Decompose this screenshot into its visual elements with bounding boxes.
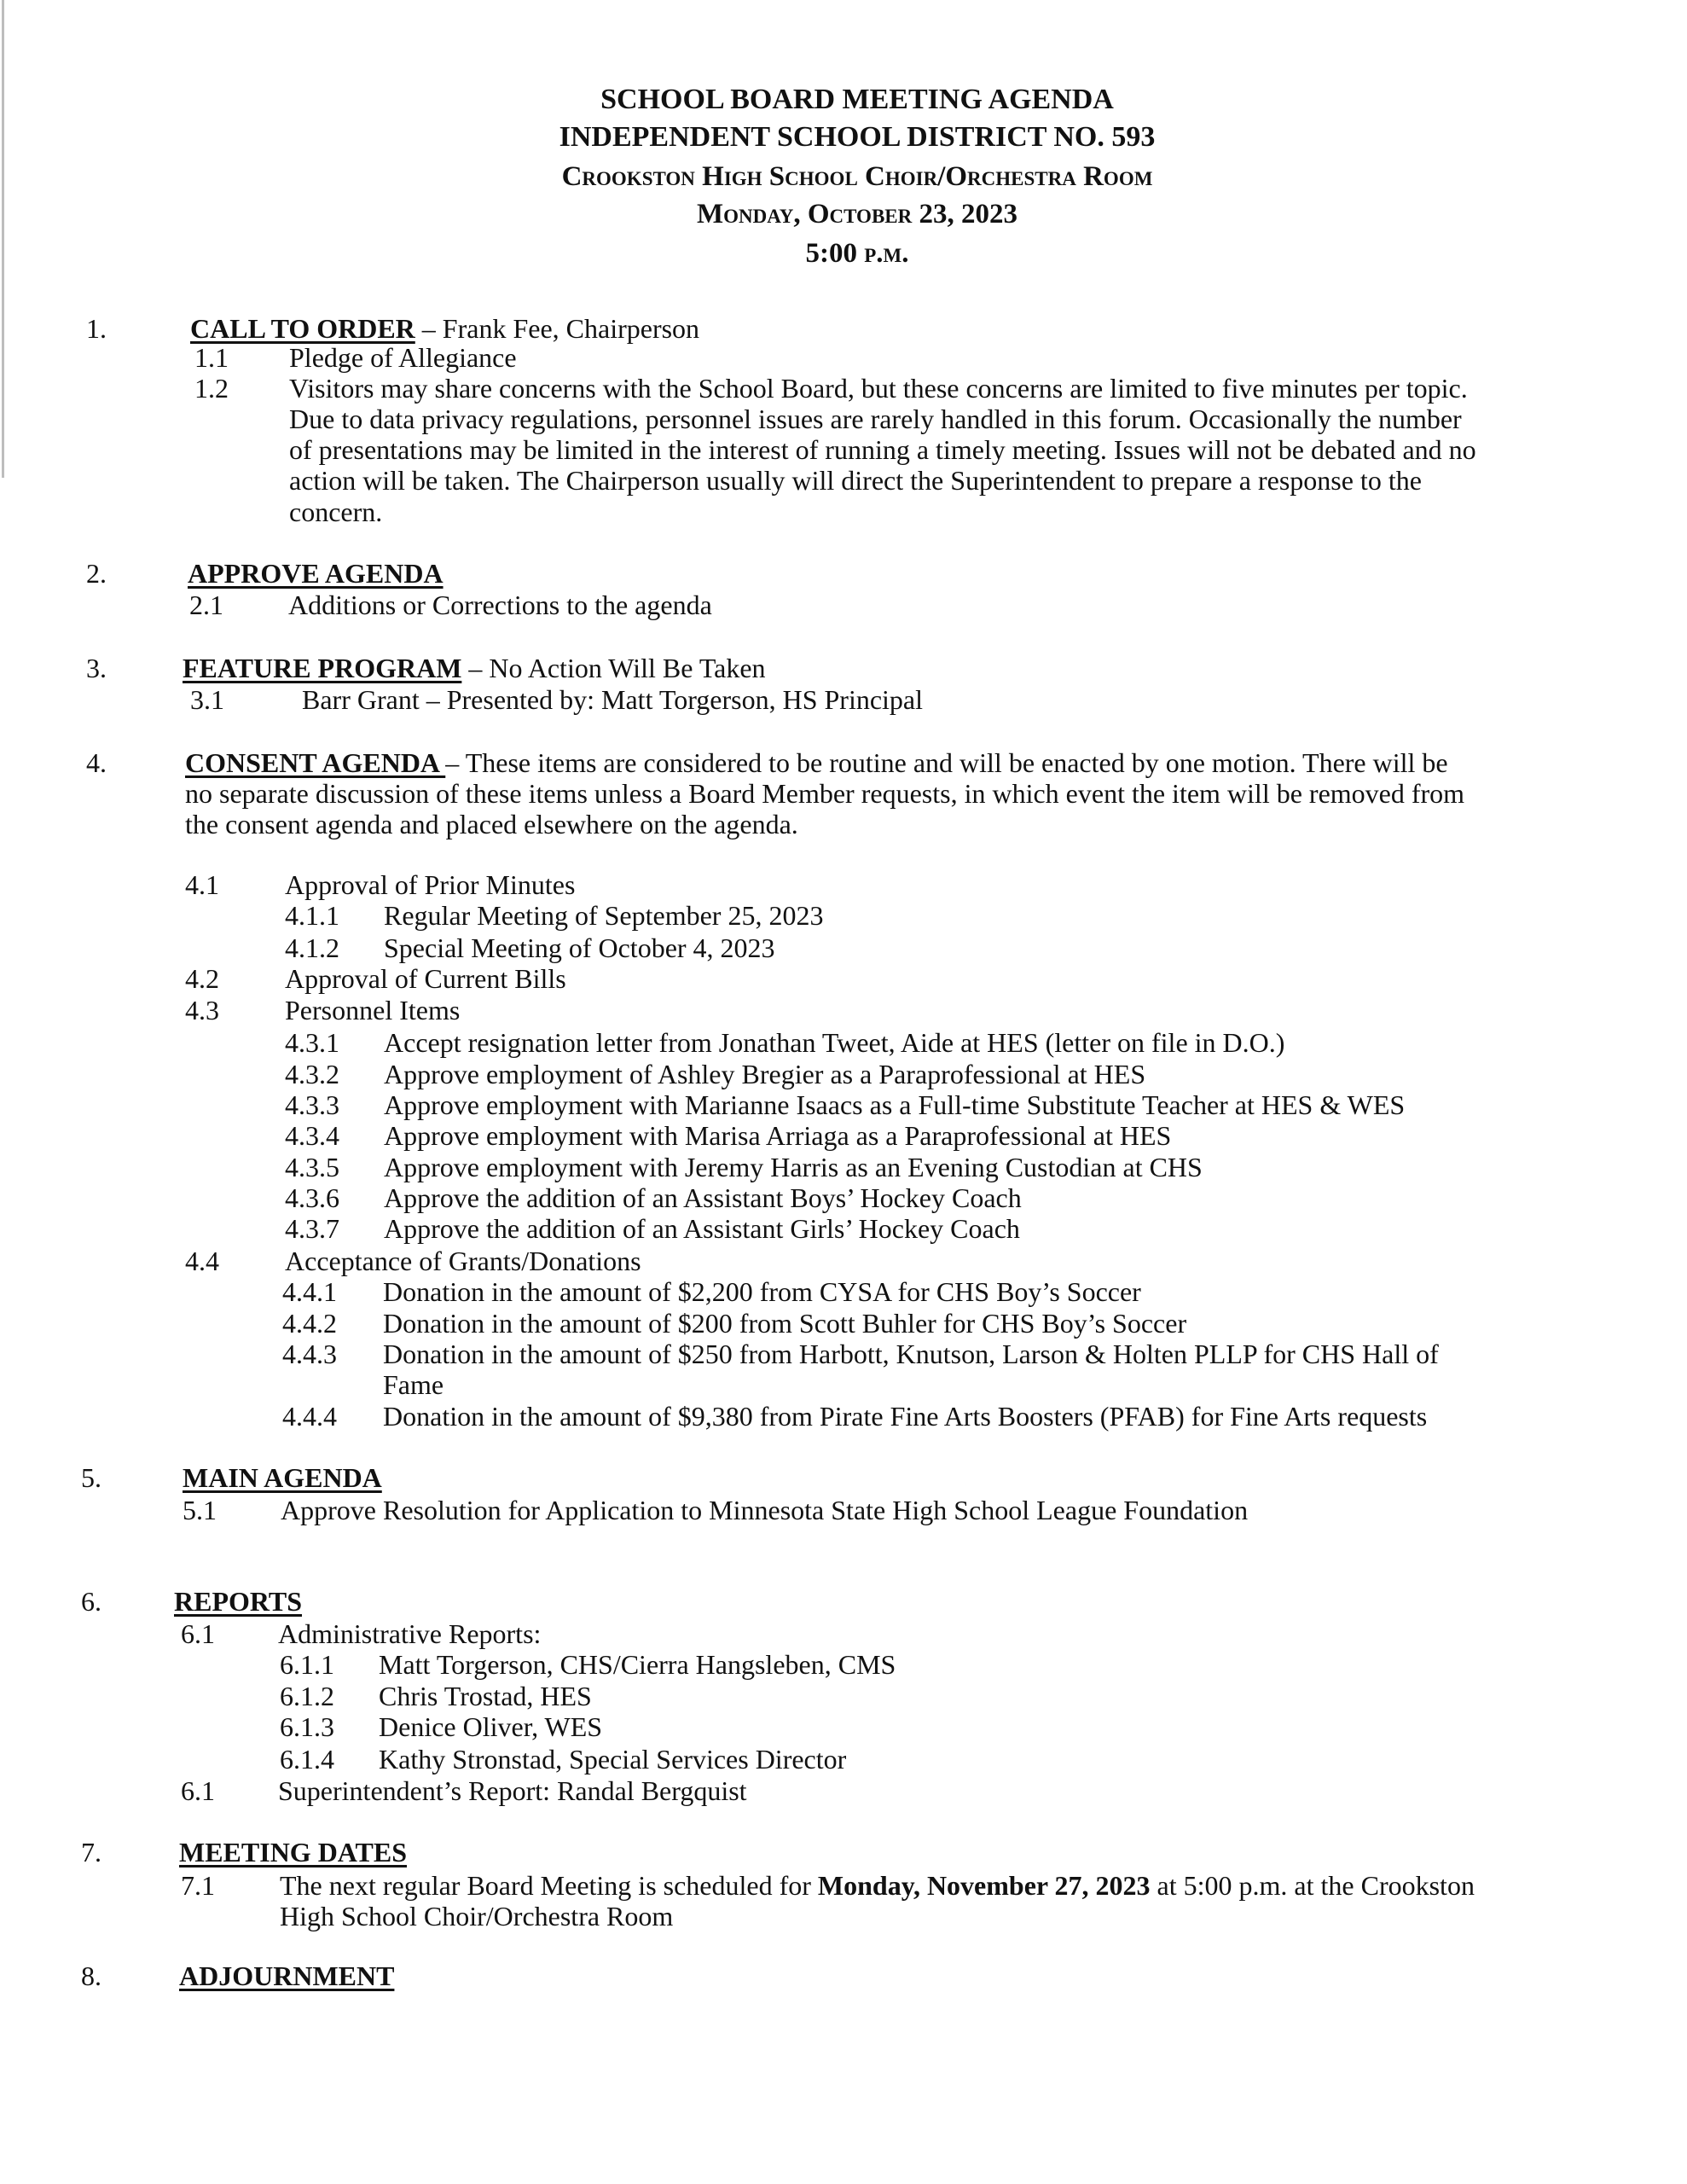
item-text: Approval of Prior Minutes (285, 869, 576, 900)
item-text: Approve Resolution for Application to Minnesota State High School League Foundation (281, 1495, 1249, 1525)
subitem-number: 6.1.1 (280, 1649, 334, 1680)
section-heading: MAIN AGENDA (183, 1462, 382, 1493)
item-text: Approval of Current Bills (285, 963, 566, 994)
section-heading: APPROVE AGENDA (188, 558, 443, 589)
subitem-number: 4.3.2 (285, 1059, 339, 1089)
item-text-line: of presentations may be limited in the interest of running a timely meeting. Issues will not be debated and no (289, 434, 1476, 465)
section-heading: MEETING DATES (179, 1837, 408, 1867)
subitem-number: 4.1.2 (285, 932, 339, 963)
subitem-number: 4.4.4 (282, 1401, 337, 1432)
section-number: 7. (81, 1837, 101, 1867)
item-number: 6.1 (181, 1618, 215, 1649)
item-number: 5.1 (183, 1495, 217, 1525)
subitem-text: Approve employment of Ashley Bregier as a Paraprofessional at HES (384, 1059, 1146, 1089)
subitem-number: 4.3.4 (285, 1120, 339, 1151)
subitem-text: Regular Meeting of September 25, 2023 (384, 900, 824, 931)
item-number: 1.2 (194, 373, 229, 404)
item-number: 4.4 (185, 1246, 219, 1276)
item-number: 4.2 (185, 963, 219, 994)
subitem-number: 4.3.3 (285, 1089, 339, 1120)
subitem-number: 4.3.6 (285, 1182, 339, 1213)
item-text: Acceptance of Grants/Donations (285, 1246, 641, 1276)
subitem-text: Approve employment with Marianne Isaacs as a Full-time Substitute Teacher at HES & WES (384, 1089, 1406, 1120)
item-text: Barr Grant – Presented by: Matt Torgerson, HS Principal (302, 684, 924, 715)
meeting-location: Crookston High School Choir/Orchestra Room (561, 161, 1153, 192)
section-heading: FEATURE PROGRAM (183, 653, 462, 683)
subitem-number: 6.1.3 (280, 1711, 334, 1742)
item-text-line: Due to data privacy regulations, personnel issues are rarely handled in this forum. Occasionally the number (289, 404, 1462, 434)
subitem-number: 4.4.3 (282, 1339, 337, 1369)
subitem-text: Accept resignation letter from Jonathan Tweet, Aide at HES (letter on file in D.O.) (384, 1027, 1285, 1058)
section-number: 1. (86, 313, 107, 344)
subitem-text: Approve employment with Marisa Arriaga as a Paraprofessional at HES (384, 1120, 1172, 1151)
section-number: 5. (81, 1462, 101, 1493)
section-heading-tail: – These items are considered to be routine and will be enacted by one motion. There will be (445, 747, 1448, 778)
section-number: 4. (86, 747, 107, 778)
item-number: 6.1 (181, 1775, 215, 1806)
item-number: 1.1 (194, 342, 229, 373)
subitem-number: 6.1.2 (280, 1681, 334, 1711)
item-text: Administrative Reports: (278, 1618, 542, 1649)
subitem-text: Matt Torgerson, CHS/Cierra Hangsleben, CMS (379, 1649, 896, 1680)
section-feature-program (183, 653, 766, 683)
text-post: at 5:00 p.m. at the Crookston (1150, 1870, 1475, 1901)
subitem-text: Special Meeting of October 4, 2023 (384, 932, 775, 963)
section-number: 8. (81, 1960, 101, 1991)
subitem-text: Kathy Stronstad, Special Services Director (379, 1744, 847, 1774)
doc-title: SCHOOL BOARD MEETING AGENDA (600, 84, 1114, 115)
subitem-text: Chris Trostad, HES (379, 1681, 592, 1711)
subitem-number: 6.1.4 (280, 1744, 334, 1774)
next-meeting-date: Monday, November 27, 2023 (817, 1870, 1151, 1901)
section-number: 2. (86, 558, 107, 589)
subitem-text: Approve the addition of an Assistant Boys’ Hockey Coach (384, 1182, 1022, 1213)
next-meeting-text (280, 1870, 1475, 1901)
district-name: INDEPENDENT SCHOOL DISTRICT NO. 593 (559, 121, 1156, 153)
section-heading: ADJOURNMENT (179, 1960, 395, 1991)
subitem-text: Donation in the amount of $9,380 from Pirate Fine Arts Boosters (PFAB) for Fine Arts requests (383, 1401, 1428, 1432)
section-consent-agenda (185, 747, 1448, 778)
section-heading-tail: – Frank Fee, Chairperson (415, 313, 700, 344)
subitem-text-continued: Fame (383, 1369, 444, 1400)
item-number: 2.1 (189, 590, 223, 620)
subitem-number: 4.3.1 (285, 1027, 339, 1058)
section-text-line: the consent agenda and placed elsewhere on the agenda. (185, 809, 798, 839)
item-text: Pledge of Allegiance (289, 342, 517, 373)
subitem-number: 4.4.1 (282, 1276, 337, 1307)
section-heading: CALL TO ORDER (190, 313, 415, 344)
item-text: Additions or Corrections to the agenda (288, 590, 712, 620)
section-text-line: no separate discussion of these items unless a Board Member requests, in which event the item will be removed from (185, 778, 1465, 809)
section-number: 6. (81, 1586, 101, 1617)
subitem-text: Donation in the amount of $200 from Scott Buhler for CHS Boy’s Soccer (383, 1308, 1187, 1339)
section-call-to-order (190, 313, 699, 344)
item-text-line: Visitors may share concerns with the School Board, but these concerns are limited to five minutes per topic. (289, 373, 1468, 404)
meeting-time: 5:00 p.m. (805, 238, 909, 269)
subitem-text: Donation in the amount of $250 from Harbott, Knutson, Larson & Holten PLLP for CHS Hall of (383, 1339, 1439, 1369)
subitem-number: 4.4.2 (282, 1308, 337, 1339)
subitem-number: 4.3.7 (285, 1213, 339, 1244)
item-number: 4.3 (185, 995, 219, 1025)
subitem-text: Denice Oliver, WES (379, 1711, 603, 1742)
item-text: Personnel Items (285, 995, 461, 1025)
item-number: 7.1 (181, 1870, 215, 1901)
item-text-line: concern. (289, 497, 383, 527)
item-text: Superintendent’s Report: Randal Bergquist (278, 1775, 747, 1806)
item-number: 3.1 (190, 684, 224, 715)
section-number: 3. (86, 653, 107, 683)
subitem-number: 4.1.1 (285, 900, 339, 931)
subitem-text: Approve the addition of an Assistant Girls’ Hockey Coach (384, 1213, 1020, 1244)
item-number: 4.1 (185, 869, 219, 900)
subitem-number: 4.3.5 (285, 1152, 339, 1182)
text-pre: The next regular Board Meeting is scheduled for (280, 1870, 818, 1901)
section-heading-tail: – No Action Will Be Taken (461, 653, 766, 683)
subitem-text: Donation in the amount of $2,200 from CYSA for CHS Boy’s Soccer (383, 1276, 1141, 1307)
item-text-continued: High School Choir/Orchestra Room (280, 1901, 674, 1931)
section-heading: CONSENT AGENDA (185, 747, 446, 778)
subitem-text: Approve employment with Jeremy Harris as an Evening Custodian at CHS (384, 1152, 1203, 1182)
meeting-date: Monday, October 23, 2023 (696, 199, 1017, 229)
item-text-line: action will be taken. The Chairperson usually will direct the Superintendent to prepare a response to the (289, 465, 1422, 496)
section-heading: REPORTS (174, 1586, 303, 1617)
